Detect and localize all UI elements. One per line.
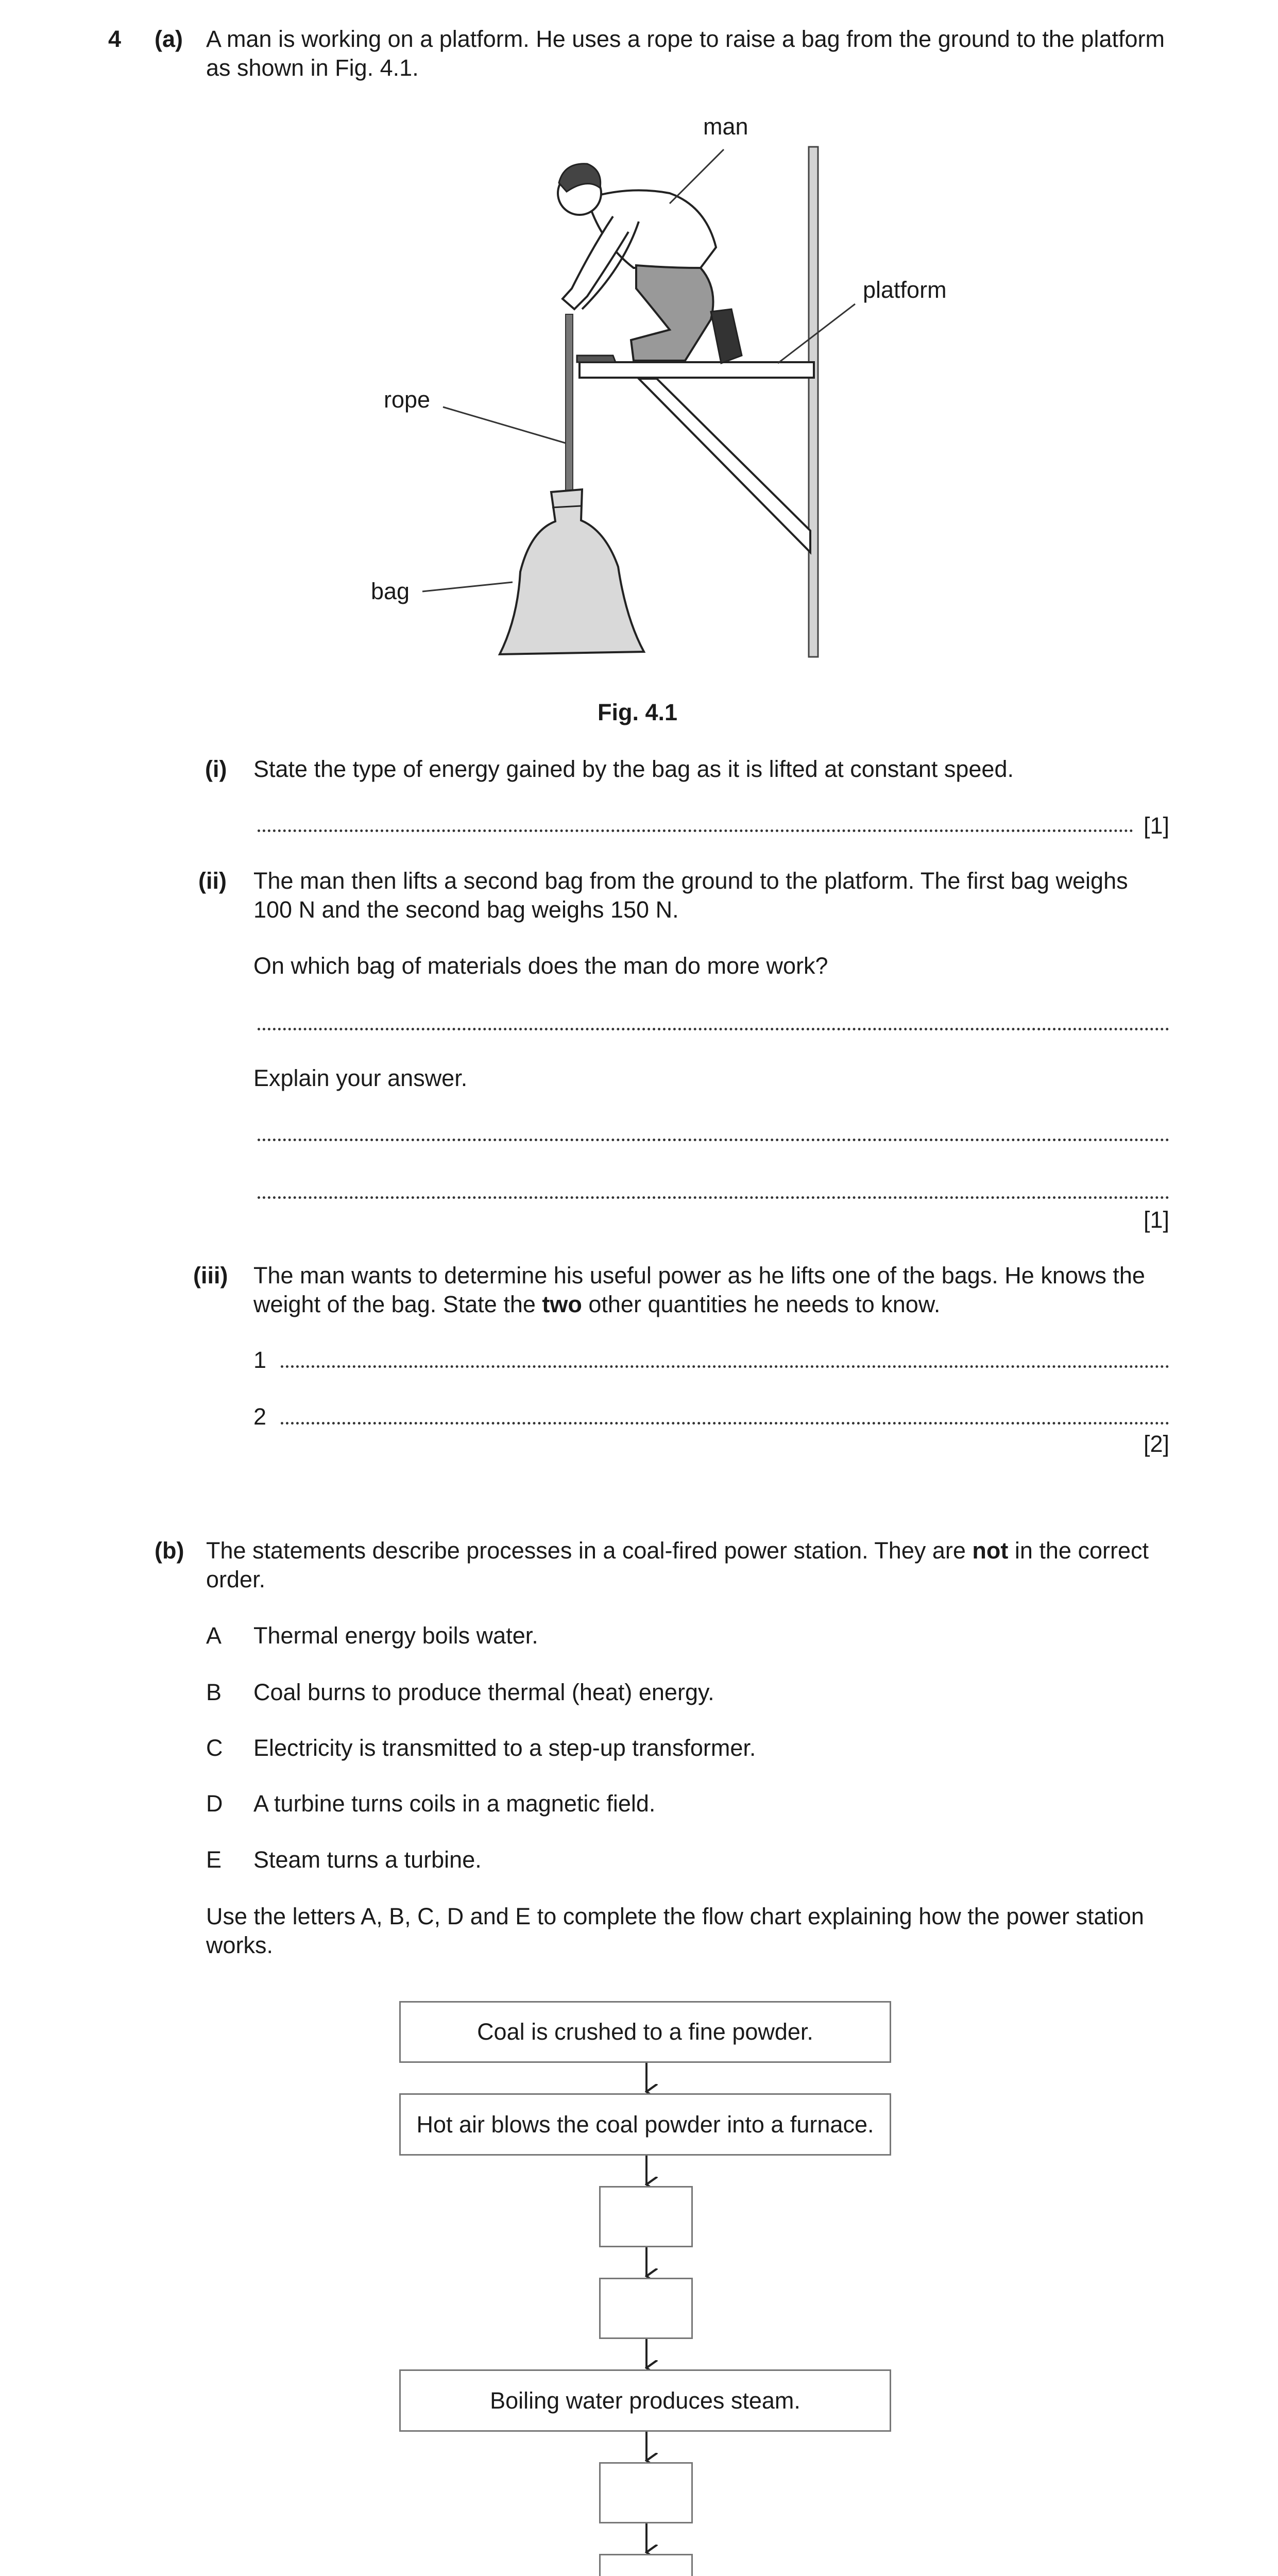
figure-4-1	[0, 0, 1278, 732]
sub-iii-text-line2: weight of the bag. State the two other quantities he needs to know.	[253, 1291, 941, 1317]
figure-label-platform: platform	[863, 277, 947, 303]
statement-c-letter: C	[206, 1735, 223, 1761]
platform-shape	[580, 362, 814, 378]
figure-label-bag: bag	[371, 578, 410, 604]
sub-ii-text-line1: The man then lifts a second bag from the ground to the platform. The first bag weighs	[253, 868, 1128, 894]
sub-ii-question: On which bag of materials does the man do more work?	[253, 953, 828, 979]
wall	[809, 147, 818, 657]
flow-step-1-text: Coal is crushed to a fine powder.	[477, 2019, 813, 2045]
statement-e-text: Steam turns a turbine.	[253, 1846, 482, 1873]
question-number: 4	[108, 26, 122, 52]
sub-i-label: (i)	[205, 756, 227, 782]
statement-d-text: A turbine turns coils in a magnetic field.	[253, 1790, 656, 1817]
flow-step-5-text: Boiling water produces steam.	[490, 2387, 800, 2414]
part-a-label: (a)	[155, 26, 183, 52]
statement-b-text: Coal burns to produce thermal (heat) energy.	[253, 1679, 714, 1705]
flow-step-4-answer-box[interactable]	[599, 2278, 693, 2339]
flow-step-6-answer-box[interactable]	[599, 2462, 693, 2523]
statement-e-letter: E	[206, 1846, 222, 1873]
man-legs	[631, 265, 713, 361]
statement-d-letter: D	[206, 1790, 223, 1817]
figure-label-rope: rope	[384, 386, 431, 413]
sub-iii-label: (iii)	[193, 1262, 228, 1289]
statement-c-text: Electricity is transmitted to a step-up transformer.	[253, 1735, 756, 1761]
sub-ii-text-line2: 100 N and the second bag weighs 150 N.	[253, 896, 679, 923]
flow-step-2-text: Hot air blows the coal powder into a furnace.	[416, 2111, 874, 2138]
part-b-text-line2: order.	[206, 1566, 266, 1592]
part-b-label: (b)	[155, 1537, 184, 1564]
sub-iii-answer-line-1[interactable]	[281, 1365, 1169, 1368]
sub-ii-marks: [1]	[1143, 1207, 1169, 1233]
sub-ii-label: (ii)	[198, 868, 227, 894]
sub-i-answer-line[interactable]	[258, 829, 1133, 832]
flow-step-7-answer-box[interactable]	[599, 2554, 693, 2576]
sub-i-text: State the type of energy gained by the bag as it is lifted at constant speed.	[253, 756, 1014, 782]
sub-iii-answer-1-label: 1	[253, 1347, 267, 1373]
sub-i-marks: [1]	[1143, 812, 1169, 839]
sub-iii-answer-line-2[interactable]	[281, 1422, 1169, 1425]
part-b-text-line1: The statements describe processes in a coal-fired power station. They are not in the correct	[206, 1537, 1149, 1564]
part-a-text-line1: A man is working on a platform. He uses a rope to raise a bag from the ground to the platform	[206, 26, 1165, 52]
figure-label-man: man	[703, 113, 748, 140]
sub-iii-text-line1: The man wants to determine his useful power as he lifts one of the bags. He knows the	[253, 1262, 1145, 1289]
statement-a-letter: A	[206, 1622, 222, 1649]
flow-step-2-box	[399, 2093, 891, 2156]
sub-iii-marks: [2]	[1143, 1431, 1169, 1457]
sub-ii-answer-line-1[interactable]	[258, 1028, 1169, 1030]
flow-step-3-answer-box[interactable]	[599, 2186, 693, 2247]
sub-ii-explain: Explain your answer.	[253, 1065, 468, 1091]
sub-ii-answer-line-2[interactable]	[258, 1139, 1169, 1141]
flow-step-5-box	[399, 2369, 891, 2432]
man-boot	[711, 309, 742, 363]
sub-ii-answer-line-3[interactable]	[258, 1196, 1169, 1199]
part-a-text-line2: as shown in Fig. 4.1.	[206, 55, 419, 81]
rope-shape	[566, 314, 573, 495]
statement-a-text: Thermal energy boils water.	[253, 1622, 538, 1649]
statement-b-letter: B	[206, 1679, 222, 1705]
instruction-line1: Use the letters A, B, C, D and E to complete the flow chart explaining how the power station	[206, 1903, 1144, 1929]
instruction-line2: works.	[206, 1932, 274, 1958]
sub-iii-answer-2-label: 2	[253, 1403, 267, 1430]
flow-step-1-box	[399, 2001, 891, 2063]
bag-shape	[500, 489, 644, 654]
platform-brace	[639, 379, 810, 552]
figure-caption: Fig. 4.1	[598, 699, 678, 725]
